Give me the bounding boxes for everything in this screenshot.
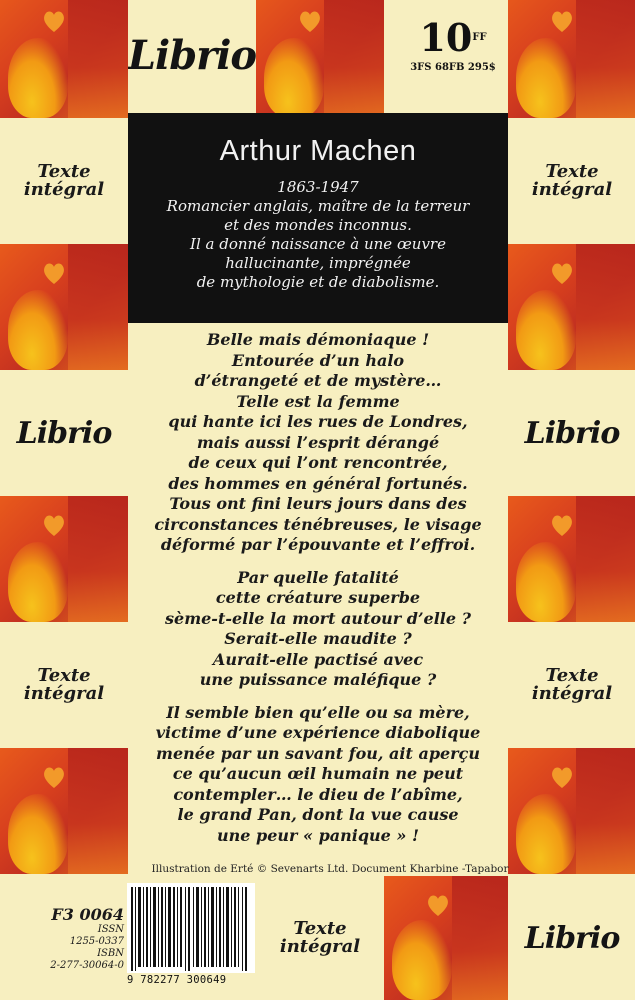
art-tile [384, 876, 512, 1000]
blurb-line: Belle mais démoniaque ! [206, 330, 430, 349]
blurb-line: contempler… le dieu de l’abîme, [173, 784, 463, 804]
blurb-line: Entourée d’un halo [231, 350, 405, 370]
bio-line: hallucinante, imprégnée [225, 254, 411, 272]
librio-logo: Librio [524, 415, 620, 451]
integral-label: intégral [23, 179, 105, 200]
art-tile [508, 748, 635, 874]
blurb-line: Telle est la femme [236, 391, 400, 411]
bio-line: Il a donné naissance à une œuvre [190, 235, 446, 253]
integral-label: intégral [531, 683, 613, 704]
blurb-line: d’étrangeté et de mystère… [194, 371, 442, 390]
texte-label: Texte [293, 918, 347, 939]
blurb-line: des hommes en général fortunés. [168, 473, 468, 493]
blurb-line: circonstances ténébreuses, le visage [154, 514, 482, 534]
blurb-line: de ceux qui l’ont rencontrée, [188, 453, 448, 472]
catalog-codes [14, 905, 124, 972]
badge-tile-left [0, 118, 128, 244]
author-name: Arthur Machen [219, 135, 417, 167]
blurb-line: mais aussi l’esprit dérangé [196, 432, 440, 452]
badge-tile-right [508, 118, 635, 244]
catalog-number: F3 0064 [51, 905, 124, 924]
art-tile [0, 748, 128, 874]
heart-icon [424, 890, 452, 918]
issn-label: ISSN [97, 924, 124, 935]
heart-icon [548, 510, 576, 538]
blurb-line: une peur « panique » ! [216, 825, 419, 845]
heart-icon [40, 510, 68, 538]
art-tile [508, 0, 635, 118]
author-bio-box [128, 113, 508, 323]
heart-icon [296, 6, 324, 34]
heart-icon [548, 6, 576, 34]
texte-label: Texte [37, 665, 91, 686]
blurb-line: sème-t-elle la mort autour d’elle ? [165, 608, 471, 628]
blurb-line: le grand Pan, dont la vue cause [177, 805, 459, 824]
art-tile [0, 496, 128, 622]
integral-label: intégral [531, 179, 613, 200]
blurb-line: qui hante ici les rues de Londres, [168, 412, 468, 431]
issn-number: 1255-0337 [69, 936, 124, 947]
blurb-line: ce qu’aucun œil humain ne peut [172, 764, 464, 783]
blurb-line: Par quelle fatalité [237, 567, 399, 587]
barcode-bars [127, 883, 255, 973]
art-tile [0, 244, 128, 370]
librio-logo: Librio [524, 920, 620, 956]
integral-label: intégral [279, 936, 361, 957]
blurb-line: Serait-elle maudite ? [224, 629, 412, 648]
blurb-paragraph [128, 568, 508, 691]
badge-tile-right [508, 622, 635, 748]
illustration-credit: Illustration de Erté © Sevenarts Ltd. Document Kharbine -Tapabor [151, 863, 509, 875]
isbn-number: 2-277-30064-0 [50, 960, 124, 971]
logo-tile-left [0, 370, 128, 496]
blurb-line: une puissance maléfique ? [199, 670, 437, 689]
isbn-label: ISBN [97, 948, 124, 959]
heart-icon [40, 762, 68, 790]
blurb-line: déformé par l’épouvante et l’effroi. [160, 535, 476, 554]
art-tile [508, 496, 635, 622]
texte-label: Texte [545, 161, 599, 182]
logo-tile-right [508, 370, 635, 496]
badge-tile-bottom [256, 876, 384, 1000]
barcode [127, 883, 255, 973]
barcode-number: 9 782277 300649 [127, 974, 227, 986]
heart-icon [40, 258, 68, 286]
bio-line: de mythologie et de diabolisme. [196, 273, 440, 291]
art-tile [0, 0, 128, 118]
texte-label: Texte [545, 665, 599, 686]
blurb-line: victime d’une expérience diabolique [155, 723, 481, 742]
blurb [128, 330, 508, 858]
badge-tile-left [0, 622, 128, 748]
art-tile [256, 0, 384, 118]
blurb-line: Aurait-elle pactisé avec [212, 649, 424, 669]
logo-tile-bottom-right [508, 876, 635, 1000]
texte-label: Texte [37, 161, 91, 182]
price-amount: 10 [419, 15, 473, 60]
heart-icon [548, 258, 576, 286]
heart-icon [40, 6, 68, 34]
librio-logo: Librio [16, 415, 112, 451]
bio-line: 1863-1947 [277, 178, 359, 196]
price-label [398, 15, 508, 73]
bio-line: Romancier anglais, maître de la terreur [166, 197, 470, 215]
blurb-paragraph [128, 330, 508, 556]
bio-line: et des mondes inconnus. [224, 216, 412, 234]
blurb-line: menée par un savant fou, ait aperçu [156, 743, 480, 763]
integral-label: intégral [23, 683, 105, 704]
price-alternatives: 3FS 68FB 295$ [410, 62, 496, 73]
blurb-line: Tous ont fini leurs jours dans des [169, 494, 467, 513]
blurb-line: Il semble bien qu’elle ou sa mère, [166, 702, 470, 722]
art-tile [508, 244, 635, 370]
logo-tile-top-left [128, 0, 256, 118]
librio-logo: Librio [127, 31, 257, 79]
heart-icon [548, 762, 576, 790]
blurb-paragraph [128, 703, 508, 847]
blurb-line: cette créature superbe [215, 588, 421, 607]
price-unit: FF [472, 32, 487, 43]
